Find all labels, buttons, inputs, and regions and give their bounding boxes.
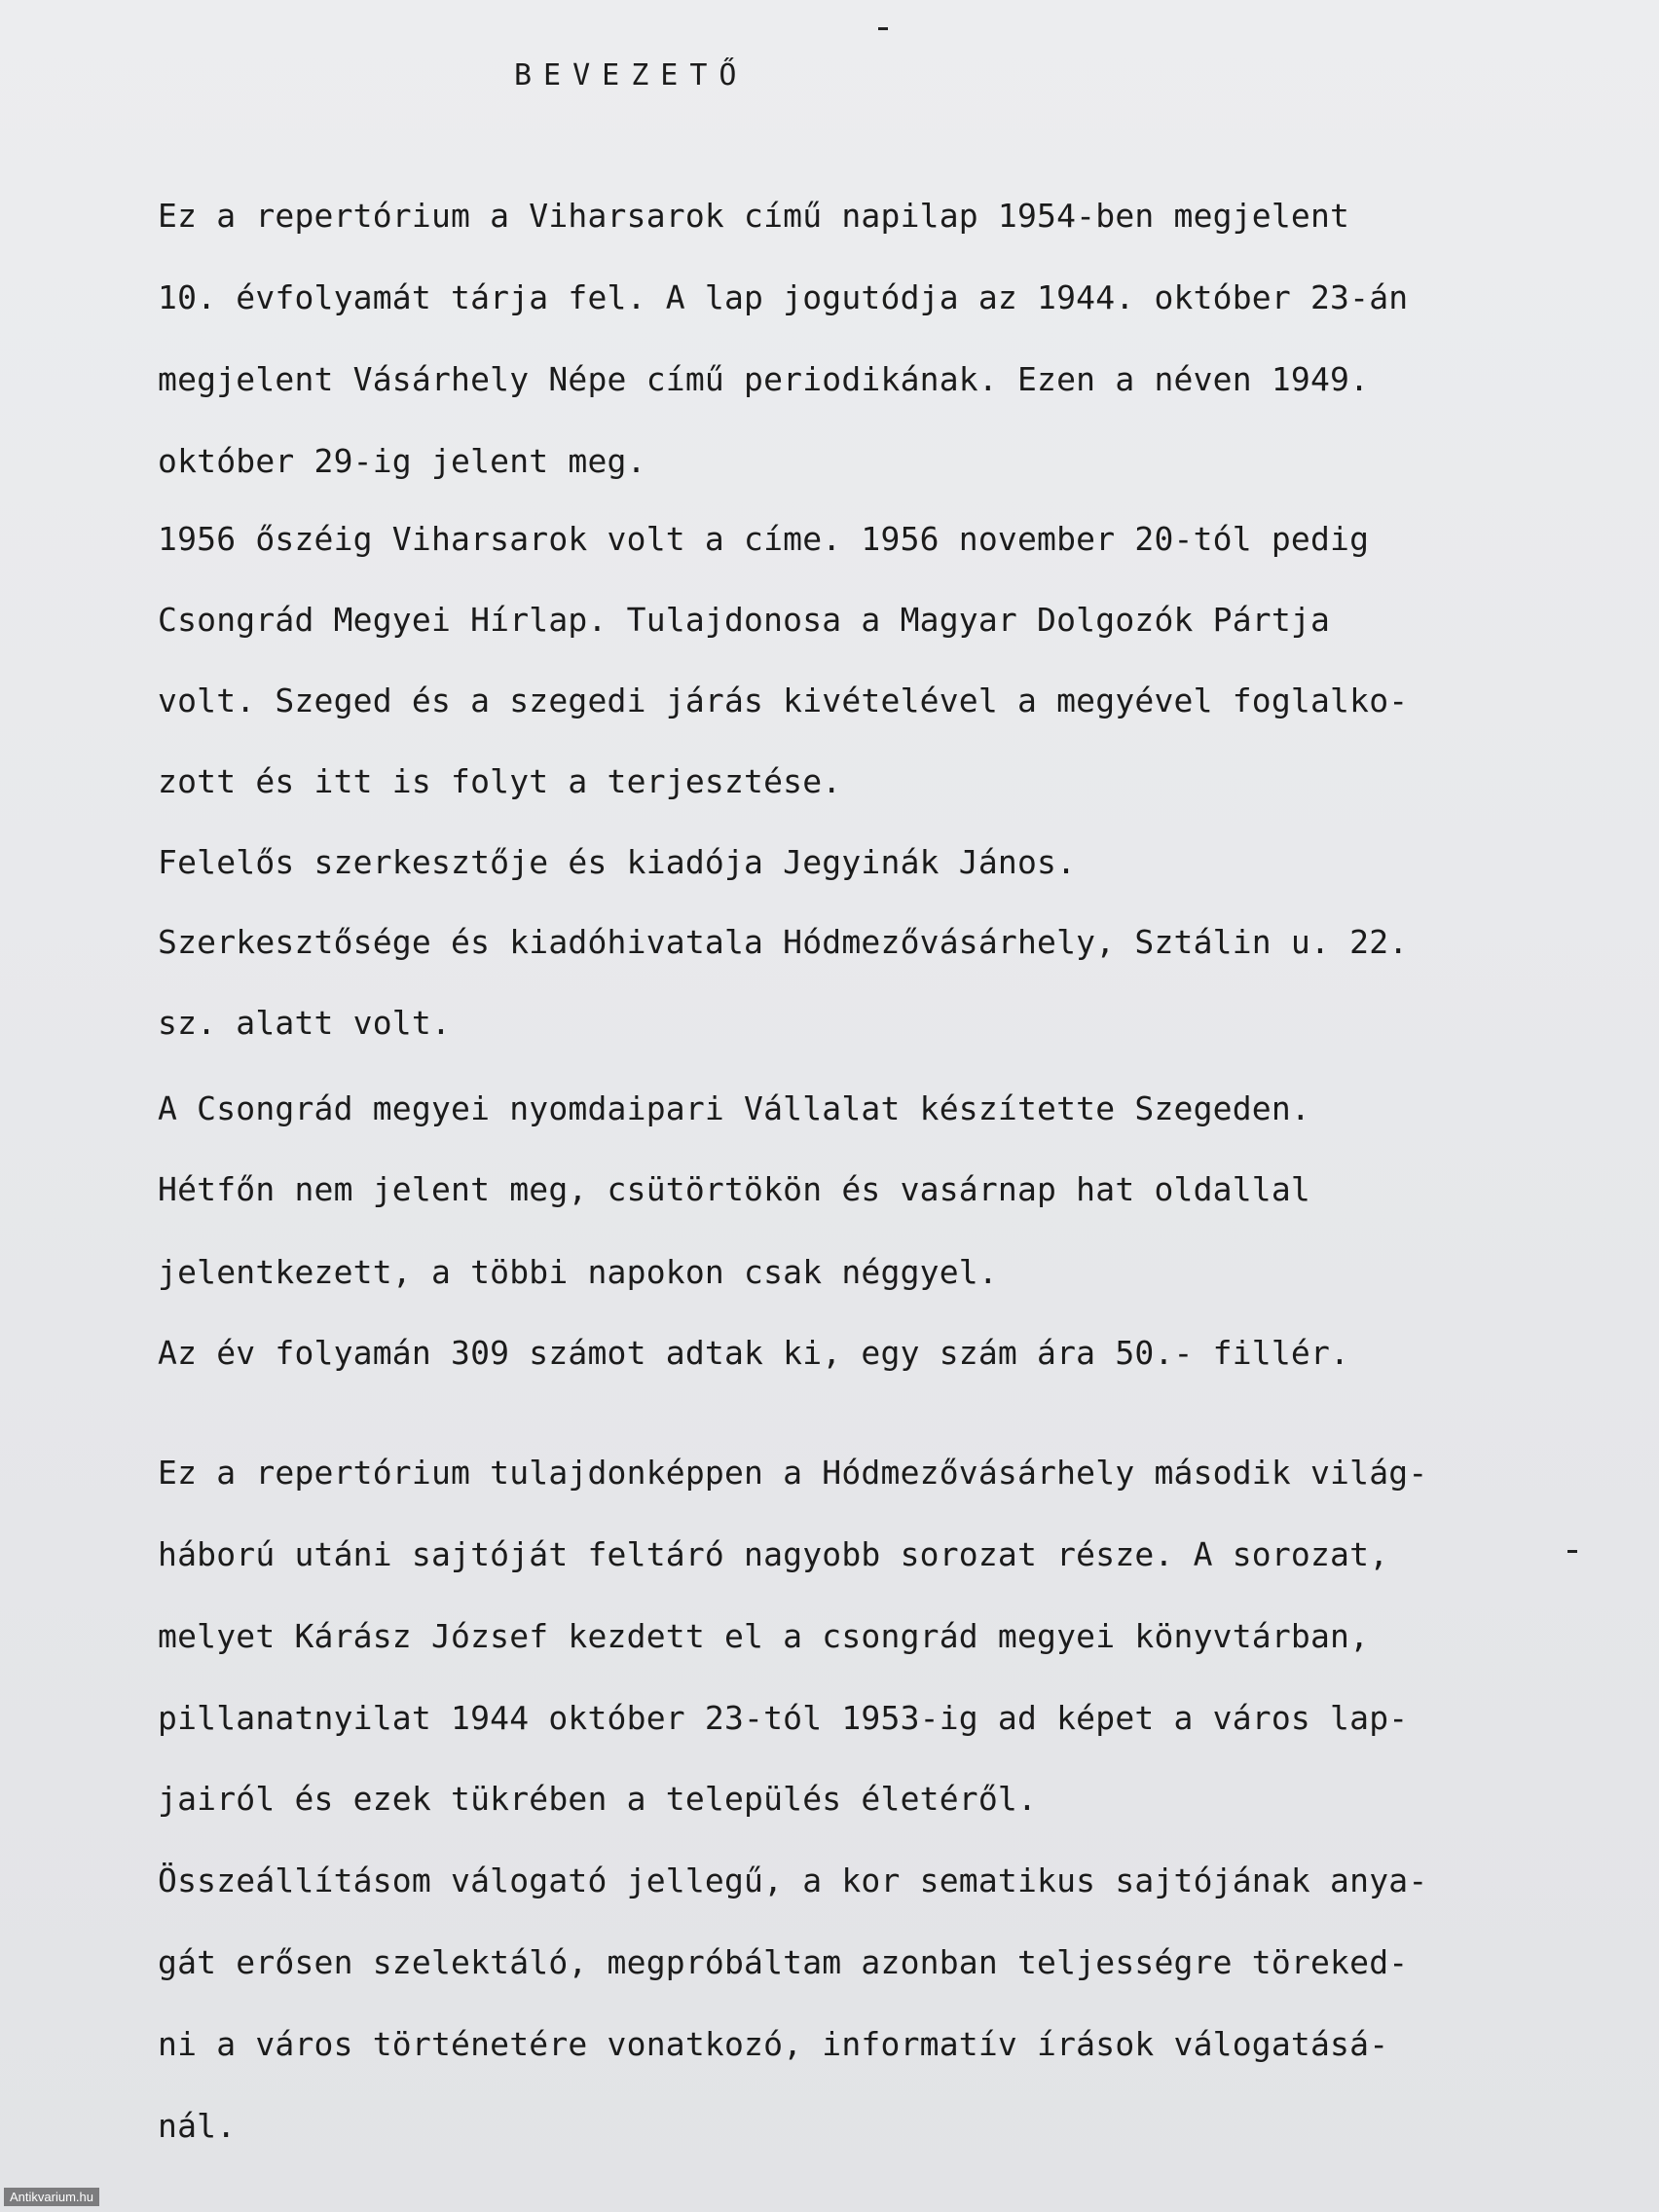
text-line: pillanatnyilat 1944 október 23-tól 1953-ig ad képet a város lap- bbox=[158, 1699, 1409, 1737]
text-line: zott és itt is folyt a terjesztése. bbox=[158, 762, 842, 800]
text-line: gát erősen szelektáló, megpróbáltam azonban teljességre töreked- bbox=[158, 1943, 1409, 1981]
text-line: október 29-ig jelent meg. bbox=[158, 442, 646, 480]
text-line: Szerkesztősége és kiadóhivatala Hódmezővásárhely, Sztálin u. 22. bbox=[158, 923, 1409, 961]
text-line: nál. bbox=[158, 2107, 237, 2145]
text-line: jelentkezett, a többi napokon csak néggyel. bbox=[158, 1253, 998, 1291]
text-line: Felelős szerkesztője és kiadója Jegyinák János. bbox=[158, 843, 1077, 881]
text-line: 10. évfolyamát tárja fel. A lap jogutódja az 1944. október 23-án bbox=[158, 278, 1409, 316]
text-line: melyet Kárász József kezdett el a csongrád megyei könyvtárban, bbox=[158, 1617, 1370, 1655]
stray-mark bbox=[878, 27, 888, 30]
stray-mark bbox=[1567, 1550, 1577, 1553]
text-line: Hétfőn nem jelent meg, csütörtökön és vasárnap hat oldallal bbox=[158, 1170, 1310, 1208]
text-line: 1956 őszéig Viharsarok volt a címe. 1956 november 20-tól pedig bbox=[158, 520, 1370, 558]
text-line: Ez a repertórium a Viharsarok című napilap 1954-ben megjelent bbox=[158, 197, 1350, 235]
text-line: ni a város történetére vonatkozó, informatív írások válogatásá- bbox=[158, 2025, 1389, 2063]
text-line: volt. Szeged és a szegedi járás kivételével a megyével foglalko- bbox=[158, 682, 1409, 719]
text-line: A Csongrád megyei nyomdaipari Vállalat készítette Szegeden. bbox=[158, 1089, 1310, 1127]
text-line: háború utáni sajtóját feltáró nagyobb sorozat része. A sorozat, bbox=[158, 1535, 1389, 1573]
text-line: Csongrád Megyei Hírlap. Tulajdonosa a Magyar Dolgozók Pártja bbox=[158, 601, 1331, 639]
text-line: megjelent Vásárhely Népe című periodikának. Ezen a néven 1949. bbox=[158, 360, 1370, 398]
text-line: Ez a repertórium tulajdonképpen a Hódmezővásárhely második világ- bbox=[158, 1454, 1428, 1492]
watermark: Antikvarium.hu bbox=[4, 2188, 99, 2206]
text-line: jairól és ezek tükrében a település életéről. bbox=[158, 1780, 1038, 1818]
document-title: BEVEZETŐ bbox=[514, 58, 749, 92]
text-line: Az év folyamán 309 számot adtak ki, egy szám ára 50.- fillér. bbox=[158, 1334, 1350, 1372]
text-line: Összeállításom válogató jellegű, a kor sematikus sajtójának anya- bbox=[158, 1862, 1428, 1899]
text-line: sz. alatt volt. bbox=[158, 1004, 452, 1042]
